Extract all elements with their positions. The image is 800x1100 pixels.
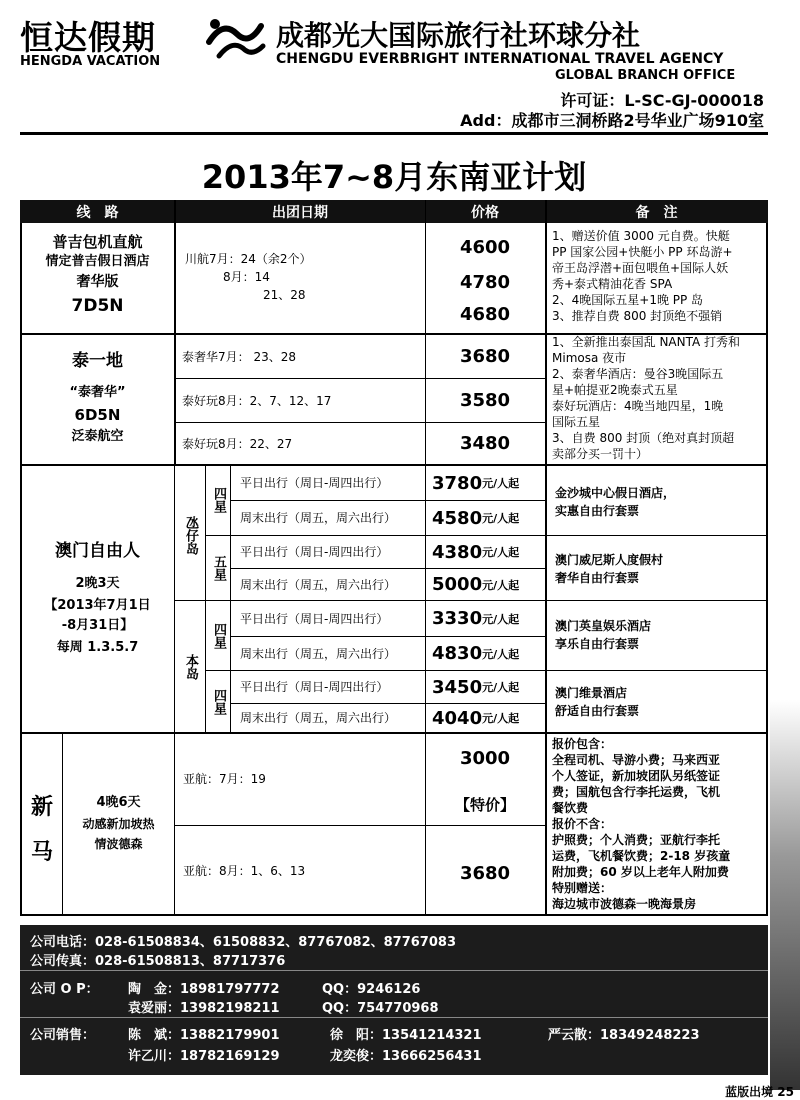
sgmy-date-1: 亚航：7月：19 <box>183 772 266 786</box>
macau-price-8 <box>432 704 545 732</box>
macau-price-1 <box>432 466 545 500</box>
rule <box>174 733 175 916</box>
sales-2: 徐 阳：13541214321 <box>330 1028 482 1043</box>
page-number: 蓝版出境 25 <box>725 1085 794 1099</box>
sgmy-label-1: 新 <box>30 795 53 820</box>
route-line: 澳门自由人 <box>55 541 140 561</box>
date-line: 21、28 <box>263 288 306 302</box>
price-value: 4380 <box>432 541 483 563</box>
macau-type-5: 平日出行（周日-周四出行） <box>240 611 389 626</box>
macau-area-taipa: 氹仔岛 <box>183 515 198 555</box>
route-line: 4晚6天 <box>96 795 141 810</box>
phuket-notes <box>552 228 766 324</box>
sgmy-label-2: 马 <box>30 840 53 865</box>
macau-type-7: 平日出行（周日-周四出行） <box>240 680 389 694</box>
price-unit: 元/人起 <box>482 612 520 626</box>
macau-hotel-1 <box>555 484 765 520</box>
agency-english-2: GLOBAL BRANCH OFFICE <box>555 68 736 83</box>
note-line: 2、4晚国际五星+1晚 PP 岛 <box>552 293 704 307</box>
price-unit: 元/人起 <box>482 681 520 694</box>
price-unit: 元/人起 <box>482 712 520 725</box>
price-unit: 元/人起 <box>482 546 520 559</box>
sales-label: 公司销售： <box>30 1028 96 1043</box>
header-route: 线 路 <box>76 204 119 221</box>
note-line: 秀+泰式精油花香 SPA <box>552 277 673 291</box>
thai-date-1: 泰奢华7月： 23、28 <box>182 349 296 364</box>
phuket-price-1: 4600 <box>459 236 511 258</box>
price-value: 3450 <box>432 676 483 698</box>
route-line: “泰奢华” <box>69 385 126 400</box>
note-line: 餐饮费 <box>552 801 589 815</box>
route-line: 泛泰航空 <box>71 429 124 444</box>
contact-panel <box>20 925 768 1075</box>
ribbon-logo-icon <box>205 12 267 62</box>
sgmy-price-2: 3680 <box>459 862 511 884</box>
macau-area-main: 本岛 <box>183 654 198 680</box>
op-2-name: 袁爱丽：13982198211 <box>128 1001 280 1016</box>
sgmy-route <box>63 792 174 854</box>
agency-chinese: 成都光大国际旅行社环球分社 <box>276 19 641 52</box>
thai-price-2: 3580 <box>459 390 511 411</box>
macau-star-2: 五星 <box>211 555 226 581</box>
macau-price-7 <box>432 671 545 703</box>
macau-star-1: 四星 <box>211 487 226 513</box>
note-line: 1、全新推出泰国乱 NANTA 打秀和 <box>552 335 741 349</box>
op-1-qq: QQ：9246126 <box>322 982 421 997</box>
note-line: 3、自费 800 封顶（绝对真封顶超 <box>552 431 735 445</box>
op-label: 公司 O P： <box>30 982 99 997</box>
date-line: 8月：14 <box>223 270 270 284</box>
macau-type-4: 周末出行（周五，周六出行） <box>240 577 397 592</box>
note-line: 护照费；个人消费；亚航行李托 <box>552 833 721 847</box>
macau-type-2: 周末出行（周五，周六出行） <box>240 511 397 525</box>
sgmy-date-2: 亚航：8月：1、6、13 <box>183 864 306 878</box>
route-line: 动感新加坡热 <box>82 817 155 831</box>
rule <box>545 200 547 916</box>
thai-route <box>20 346 175 448</box>
route-line: 每周 1.3.5.7 <box>56 640 139 655</box>
note-line: 费；国航包含行李托运费，飞机 <box>552 785 721 799</box>
route-line: 情波德森 <box>94 837 143 851</box>
macau-hotel-4 <box>555 684 765 720</box>
macau-type-3: 平日出行（周日-周四出行） <box>240 545 389 559</box>
hotel-line: 奢华自由行套票 <box>555 571 640 585</box>
contact-fax: 公司传真：028-61508813、87717376 <box>30 954 286 969</box>
macau-hotel-3 <box>555 617 765 653</box>
note-line: 个人签证，新加坡团队另纸签证 <box>552 769 721 783</box>
rule <box>230 465 231 732</box>
sales-5: 龙奕俊：13666256431 <box>330 1049 482 1064</box>
macau-hotel-2 <box>555 551 765 587</box>
macau-price-3 <box>432 536 545 568</box>
phuket-price-3: 4680 <box>459 303 511 325</box>
note-line: Mimosa 夜市 <box>552 351 627 365</box>
route-line: -8月31日】 <box>61 618 134 633</box>
brand-chinese: 恒达假期 <box>20 18 156 57</box>
phuket-price-2: 4780 <box>459 271 511 293</box>
hotel-line: 享乐自由行套票 <box>555 637 640 651</box>
route-line: 【2013年7月1日 <box>44 598 151 613</box>
note-line: 1、赠送价值 3000 元自费。快艇 <box>552 229 730 243</box>
route-line: 6D5N <box>74 406 121 424</box>
macau-type-6: 周末出行（周五，周六出行） <box>240 646 397 661</box>
hotel-line: 实惠自由行套票 <box>555 504 640 518</box>
macau-star-4: 四星 <box>211 688 226 715</box>
sgmy-price-1: 3000 <box>459 747 511 769</box>
note-line: 国际五星 <box>552 415 601 429</box>
agency-english-1: CHENGDU EVERBRIGHT INTERNATIONAL TRAVEL AGENCY <box>276 51 724 67</box>
header-dates: 出团日期 <box>272 204 328 221</box>
route-line: 2晚3天 <box>75 576 120 591</box>
note-line: 附加费；60 岁以上老年人附加费 <box>552 865 729 879</box>
note-line: 星+帕提亚2晚泰式五星 <box>552 383 678 397</box>
sgmy-special-tag: 【特价】 <box>454 795 515 814</box>
thai-price-1: 3680 <box>459 346 511 367</box>
note-line: 3、推荐自费 800 封顶绝不强销 <box>552 309 723 323</box>
macau-price-5 <box>432 601 545 636</box>
hotel-line: 金沙城中心假日酒店， <box>555 486 676 500</box>
brand-english: HENGDA VACATION <box>20 54 161 69</box>
route-line: 情定普吉假日酒店 <box>45 254 150 269</box>
header-divider <box>20 132 768 135</box>
date-line: 川航7月：24（余2个） <box>185 252 312 266</box>
price-value: 3330 <box>432 608 483 629</box>
macau-star-3: 四星 <box>211 622 226 649</box>
price-unit: 元/人起 <box>482 647 520 661</box>
route-line: 泰一地 <box>72 351 123 371</box>
price-value: 4580 <box>432 507 483 529</box>
note-line: 2、泰奢华酒店：曼谷3晚国际五 <box>552 367 724 381</box>
phuket-dates <box>185 250 423 304</box>
license-number: 许可证：L-SC-GJ-000018 <box>560 91 764 110</box>
hotel-line: 澳门英皇娱乐酒店 <box>555 619 652 633</box>
note-line: 特别赠送： <box>552 881 613 895</box>
note-line: 海边城市波德森一晚海景房 <box>552 897 697 911</box>
price-value: 4040 <box>432 707 483 729</box>
decorative-photo-strip <box>770 700 800 1090</box>
note-line: 卖部分买一罚十） <box>552 447 649 461</box>
price-unit: 元/人起 <box>482 477 520 490</box>
contact-phone: 公司电话：028-61508834、61508832、87767082、87767083 <box>30 935 456 950</box>
route-line: 7D5N <box>71 296 124 316</box>
note-line: 报价包含： <box>552 737 613 751</box>
route-line: 奢华版 <box>76 274 119 290</box>
macau-price-6 <box>432 637 545 670</box>
hotel-line: 澳门威尼斯人度假村 <box>555 553 664 567</box>
thai-price-3: 3480 <box>459 433 511 454</box>
address: Add：成都市三洞桥路2号华业广场910室 <box>460 111 764 130</box>
page-title: 2013年7~8月东南亚计划 <box>201 158 587 196</box>
note-line: PP 国家公园+快艇小 PP 环岛游+ <box>552 245 733 259</box>
macau-price-4 <box>432 569 545 600</box>
note-line: 运费，飞机餐饮费；2-18 岁孩童 <box>552 849 731 863</box>
note-line: 泰好玩酒店：4晚当地四星，1晚 <box>552 399 724 413</box>
note-line: 全程司机、导游小费；马来西亚 <box>552 753 721 767</box>
macau-type-8: 周末出行（周五，周六出行） <box>240 711 397 725</box>
price-value: 4830 <box>432 643 483 664</box>
hotel-line: 舒适自由行套票 <box>555 704 640 718</box>
contact-divider <box>20 970 768 971</box>
sales-3: 严云散：18349248223 <box>548 1028 700 1043</box>
price-value: 5000 <box>432 574 483 595</box>
contact-divider <box>20 1017 768 1018</box>
macau-price-2 <box>432 501 545 535</box>
hotel-line: 澳门维景酒店 <box>555 686 628 700</box>
header-notes: 备 注 <box>635 204 678 221</box>
op-2-qq: QQ：754770968 <box>322 1001 439 1016</box>
sgmy-notes <box>552 736 766 912</box>
op-1-name: 陶 金：18981797772 <box>128 982 280 997</box>
price-unit: 元/人起 <box>482 578 520 592</box>
thai-date-2: 泰好玩8月：2、7、12、17 <box>182 393 332 408</box>
macau-route <box>20 536 175 660</box>
thai-notes <box>552 334 766 462</box>
sales-1: 陈 斌：13882179901 <box>128 1028 280 1043</box>
macau-type-1: 平日出行（周日-周四出行） <box>240 476 389 490</box>
sales-4: 许乙川：18782169129 <box>128 1049 280 1064</box>
header-price: 价格 <box>471 204 499 221</box>
route-line: 普吉包机直航 <box>52 233 143 251</box>
price-value: 3780 <box>432 472 483 494</box>
note-line: 帝王岛浮潜+面包喂鱼+国际人妖 <box>552 261 729 275</box>
phuket-route <box>20 232 175 319</box>
note-line: 报价不含： <box>552 817 613 831</box>
price-unit: 元/人起 <box>482 512 520 525</box>
thai-date-3: 泰好玩8月：22、27 <box>182 436 293 451</box>
